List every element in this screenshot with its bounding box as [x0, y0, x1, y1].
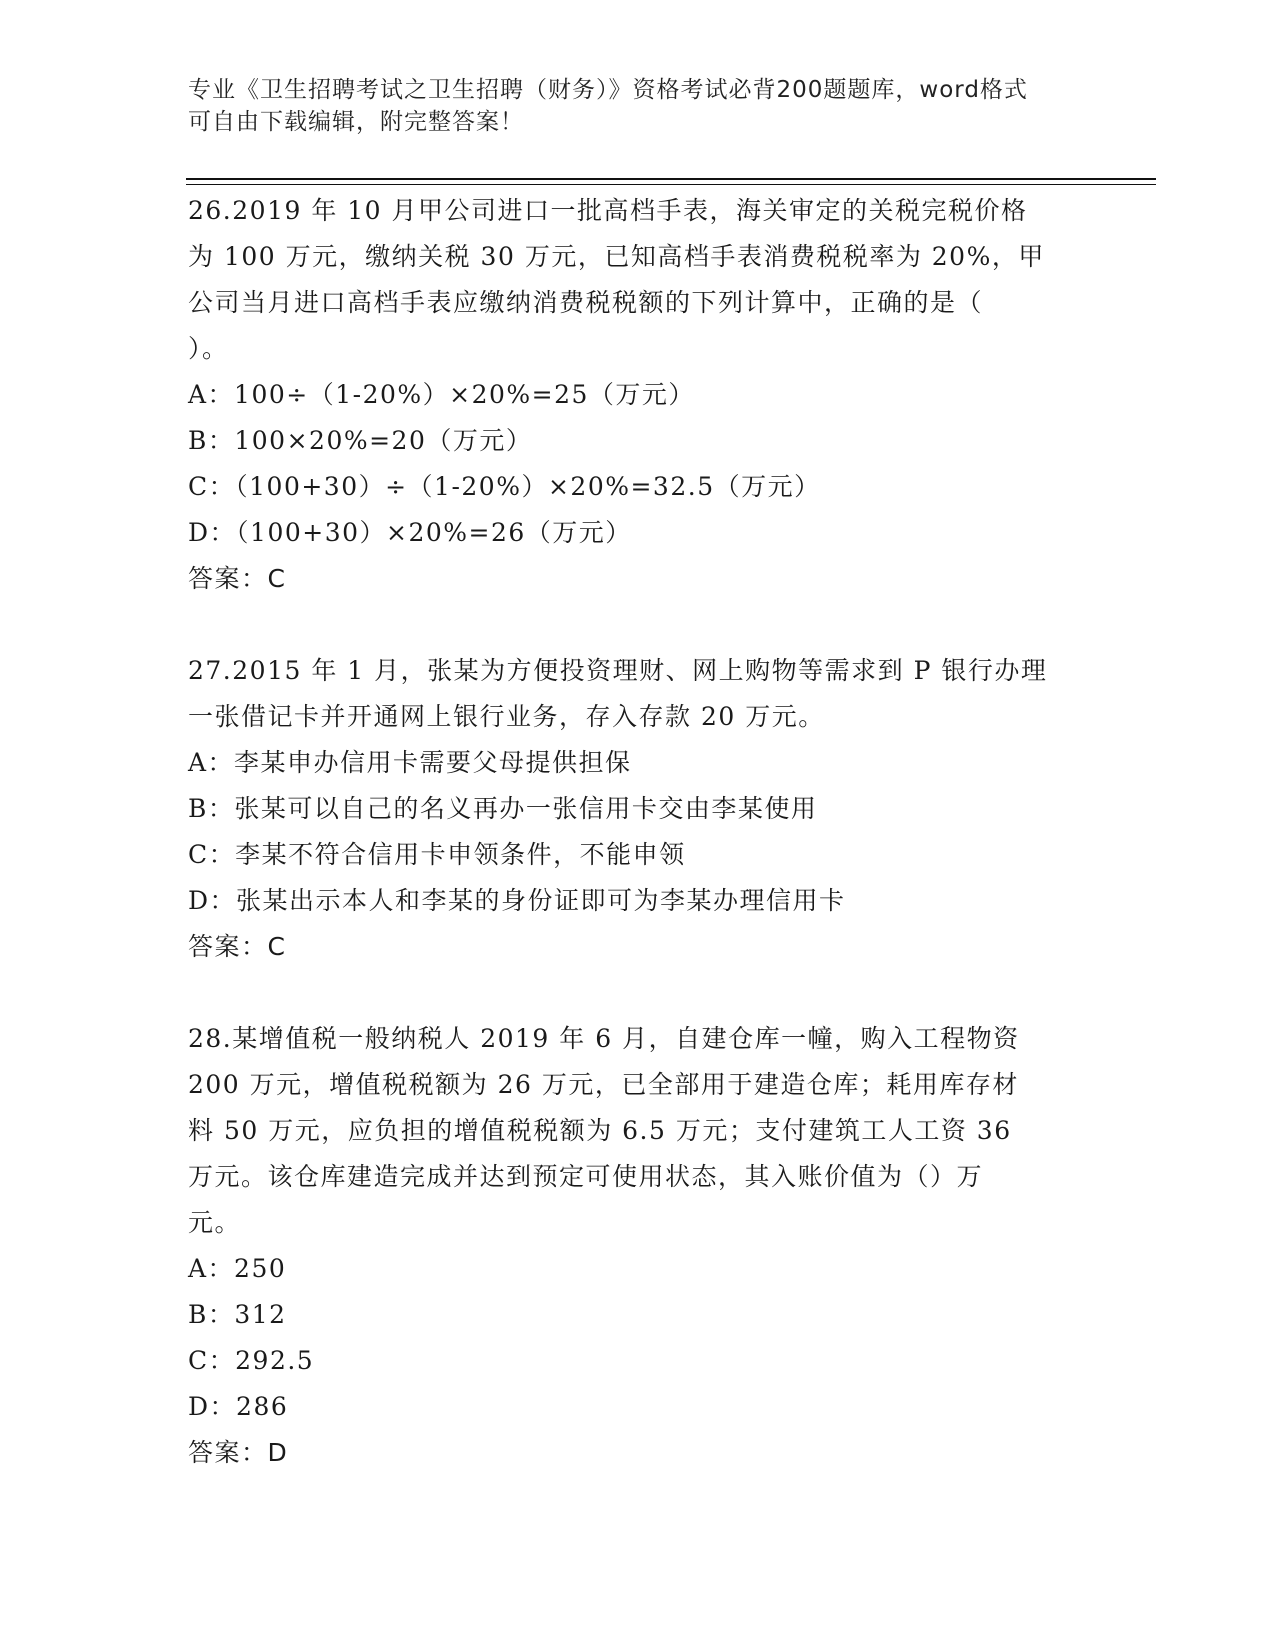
question-stem-line: 28.某增值税一般纳税人 2019 年 6 月，自建仓库一幢，购入工程物资 — [188, 1024, 1020, 1053]
option-b: B：张某可以自己的名义再办一张信用卡交由李某使用 — [188, 794, 818, 823]
header-line-1: 专业《卫生招聘考试之卫生招聘（财务）》资格考试必背200题题库，word格式 — [188, 77, 1028, 103]
question-stem-line: 万元。该仓库建造完成并达到预定可使用状态，其入账价值为（）万 — [188, 1162, 984, 1191]
answer-label: 答案：D — [188, 1438, 289, 1467]
question-stem-line: 元。 — [188, 1208, 242, 1237]
question-stem-line: 料 50 万元，应负担的增值税税额为 6.5 万元；支付建筑工人工资 36 — [188, 1116, 1012, 1145]
question-26 — [188, 188, 1088, 602]
option-d: D：张某出示本人和李某的身份证即可为李某办理信用卡 — [188, 886, 846, 915]
question-stem-line: ）。 — [188, 334, 229, 363]
header-divider-thin — [186, 184, 1156, 185]
option-b: B：100×20%=20（万元） — [188, 426, 533, 455]
option-a: A：李某申办信用卡需要父母提供担保 — [188, 748, 632, 777]
option-c: C：李某不符合信用卡申领条件，不能申领 — [188, 840, 686, 869]
option-d: D：286 — [188, 1392, 289, 1421]
question-27 — [188, 648, 1088, 970]
option-c: C：292.5 — [188, 1346, 315, 1375]
question-stem-line: 为 100 万元，缴纳关税 30 万元，已知高档手表消费税税率为 20%，甲 — [188, 242, 1045, 271]
option-a: A：250 — [188, 1254, 287, 1283]
header-divider-thick — [186, 178, 1156, 180]
header-line-2: 可自由下载编辑，附完整答案！ — [188, 109, 524, 135]
option-b: B：312 — [188, 1300, 287, 1329]
document-header — [188, 74, 1088, 138]
question-stem-line: 27.2015 年 1 月，张某为方便投资理财、网上购物等需求到 P 银行办理 — [188, 656, 1048, 685]
option-a: A：100÷（1-20%）×20%=25（万元） — [188, 380, 695, 409]
option-c: C：（100+30）÷（1-20%）×20%=32.5（万元） — [188, 472, 821, 501]
answer-label: 答案：C — [188, 932, 287, 961]
question-stem-line: 26.2019 年 10 月甲公司进口一批高档手表，海关审定的关税完税价格 — [188, 196, 1028, 225]
question-stem-line: 公司当月进口高档手表应缴纳消费税税额的下列计算中，正确的是（ — [188, 288, 984, 317]
question-stem-line: 200 万元，增值税税额为 26 万元，已全部用于建造仓库；耗用库存材 — [188, 1070, 1019, 1099]
question-28 — [188, 1016, 1088, 1476]
answer-label: 答案：C — [188, 564, 287, 593]
question-stem-line: 一张借记卡并开通网上银行业务，存入存款 20 万元。 — [188, 702, 825, 731]
option-d: D：（100+30）×20%=26（万元） — [188, 518, 632, 547]
